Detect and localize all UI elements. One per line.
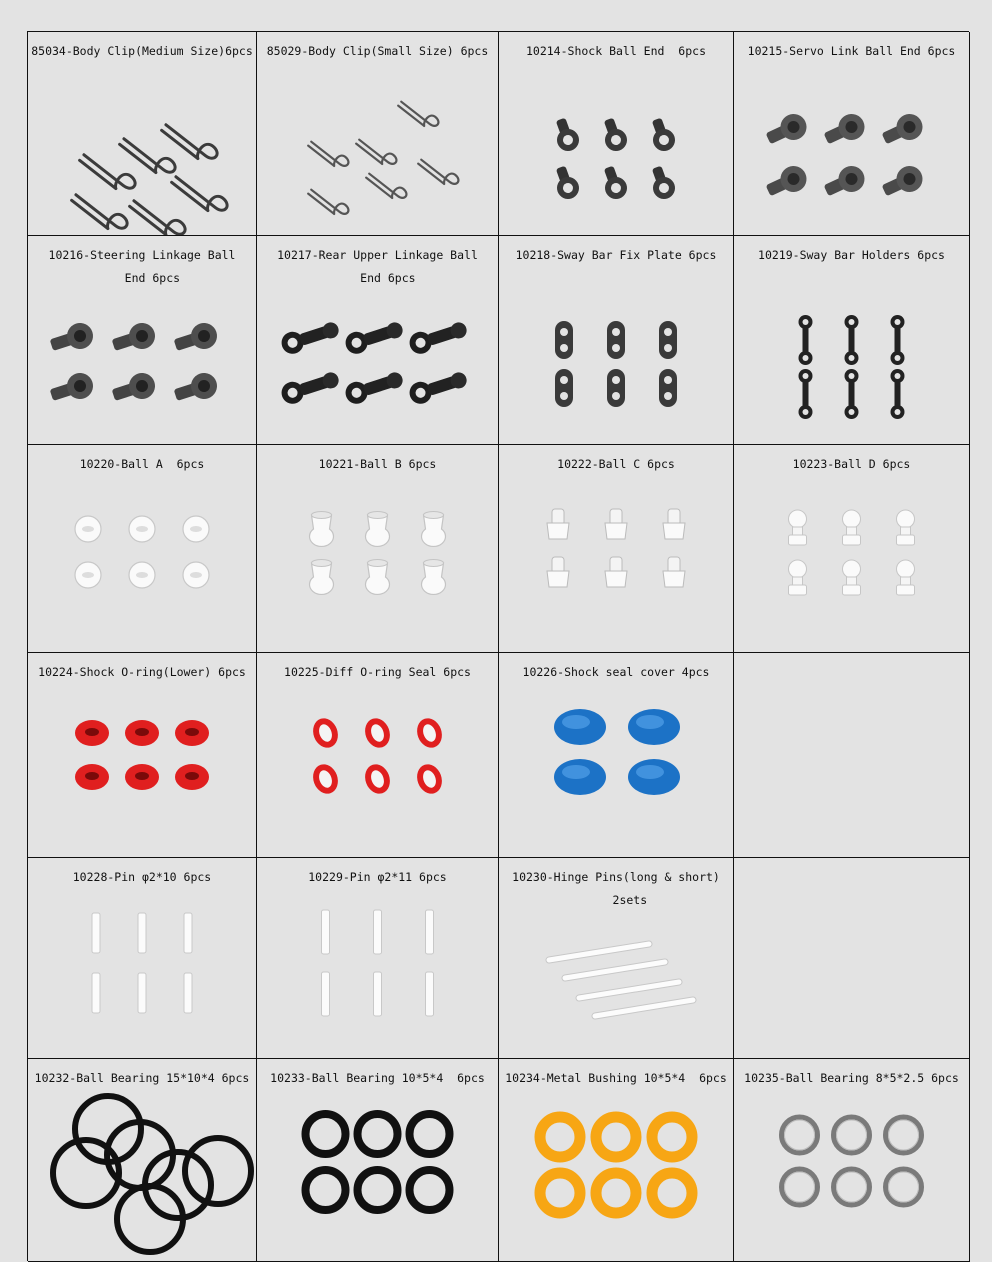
part-cell — [499, 32, 734, 236]
empty-cell — [734, 653, 970, 858]
empty-icon — [734, 858, 969, 1058]
sway-bar-holder-icon — [734, 236, 969, 444]
part-label: 10233-Ball Bearing 10*5*4 6pcs — [270, 1071, 485, 1085]
part-cell — [734, 236, 970, 445]
hinge-pins-icon — [499, 858, 733, 1058]
ball-d-icon — [734, 445, 969, 652]
part-label: 10220-Ball A 6pcs — [79, 457, 205, 471]
part-cell — [257, 236, 499, 445]
part-cell — [499, 236, 734, 445]
part-label: 10228-Pin φ2*10 6pcs — [72, 870, 212, 884]
large-ball-bearing-icon — [28, 1059, 256, 1261]
shock-o-ring-icon — [28, 653, 256, 857]
part-cell — [734, 445, 970, 653]
rear-upper-linkage-ball-end-icon — [257, 236, 498, 444]
part-label: 10229-Pin φ2*11 6pcs — [308, 870, 447, 884]
part-cell — [28, 653, 257, 858]
part-cell — [28, 858, 257, 1059]
part-cell — [257, 32, 499, 236]
part-cell — [28, 236, 257, 445]
part-label: 10218-Sway Bar Fix Plate 6pcs — [515, 248, 717, 262]
ball-a-icon — [28, 445, 256, 652]
part-label: 10235-Ball Bearing 8*5*2.5 6pcs — [744, 1071, 959, 1085]
part-cell — [499, 1059, 734, 1262]
part-label: 10222-Ball C 6pcs — [557, 457, 675, 471]
part-label: 10223-Ball D 6pcs — [792, 457, 911, 471]
sway-bar-fix-plate-icon — [499, 236, 733, 444]
part-label: 10219-Sway Bar Holders 6pcs — [758, 248, 945, 262]
pin-long-icon — [257, 858, 498, 1058]
part-label: 85034-Body Clip(Medium Size)6pcs — [31, 44, 253, 58]
part-cell — [499, 445, 734, 653]
part-label: 10234-Metal Bushing 10*5*4 6pcs — [505, 1071, 727, 1085]
part-cell — [734, 32, 970, 236]
servo-link-ball-end-icon — [734, 32, 969, 235]
part-label: 10225-Diff O-ring Seal 6pcs — [284, 665, 471, 679]
part-cell — [28, 1059, 257, 1262]
ball-bearing-black-icon — [257, 1059, 498, 1261]
shock-seal-cover-icon — [499, 653, 733, 857]
ball-b-icon — [257, 445, 498, 652]
body-clip-icon — [28, 32, 256, 235]
part-label: 10214-Shock Ball End 6pcs — [525, 44, 706, 58]
metal-bushing-icon — [499, 1059, 733, 1261]
part-cell — [499, 858, 734, 1059]
diff-o-ring-seal-icon — [257, 653, 498, 857]
part-label: 85029-Body Clip(Small Size) 6pcs — [266, 44, 489, 58]
part-cell — [734, 1059, 970, 1262]
part-label: 10224-Shock O-ring(Lower) 6pcs — [38, 665, 246, 679]
part-cell — [257, 858, 499, 1059]
part-label: 10216-Steering Linkage Ball End 6pcs — [48, 248, 236, 285]
part-cell — [28, 445, 257, 653]
part-label: 10226-Shock seal cover 4pcs — [522, 665, 710, 679]
shock-ball-end-icon — [499, 32, 733, 235]
ball-bearing-grey-icon — [734, 1059, 969, 1261]
part-cell — [257, 445, 499, 653]
part-label: 10217-Rear Upper Linkage Ball End 6pcs — [277, 248, 478, 285]
parts-grid — [27, 31, 969, 1261]
part-cell — [499, 653, 734, 858]
empty-cell — [734, 858, 970, 1059]
part-label: 10232-Ball Bearing 15*10*4 6pcs — [34, 1071, 250, 1085]
part-cell — [257, 1059, 499, 1262]
pin-icon — [28, 858, 256, 1058]
part-label: 10215-Servo Link Ball End 6pcs — [747, 44, 956, 58]
empty-icon — [734, 653, 969, 857]
part-label: 10221-Ball B 6pcs — [318, 457, 437, 471]
part-cell — [257, 653, 499, 858]
body-clip-small-icon — [257, 32, 498, 235]
ball-c-icon — [499, 445, 733, 652]
part-cell — [28, 32, 257, 236]
steering-linkage-ball-end-icon — [28, 236, 256, 444]
part-label: 10230-Hinge Pins(long & short) 2sets — [512, 870, 720, 907]
